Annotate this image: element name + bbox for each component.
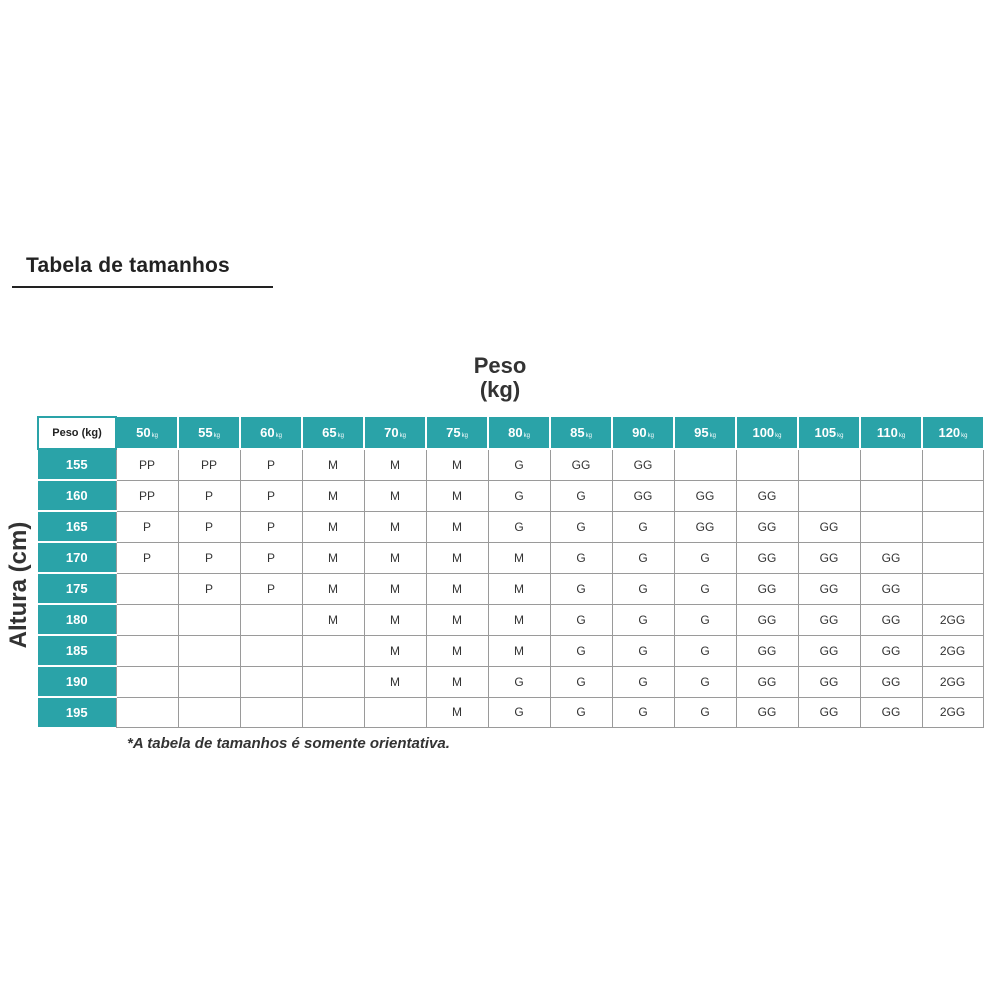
size-cell <box>860 511 922 542</box>
height-header-155: 155 <box>38 449 116 480</box>
size-cell <box>178 666 240 697</box>
size-cell <box>798 480 860 511</box>
size-cell: M <box>302 573 364 604</box>
weight-axis-heading-line1: Peso <box>473 353 527 378</box>
weight-value: 120 <box>938 425 961 440</box>
size-table <box>37 416 984 728</box>
size-cell <box>922 542 983 573</box>
table-row <box>38 542 983 573</box>
size-cell <box>922 449 983 480</box>
size-cell: M <box>426 635 488 666</box>
weight-unit: kg <box>898 433 906 439</box>
size-cell: M <box>426 604 488 635</box>
height-axis-label: Altura (cm) <box>5 521 32 649</box>
size-cell: G <box>612 697 674 727</box>
size-cell <box>860 449 922 480</box>
weight-header-90 <box>612 417 674 449</box>
weight-axis-heading-line2: (kg) <box>479 377 521 402</box>
size-cell: M <box>426 449 488 480</box>
weight-header-row <box>38 417 983 449</box>
size-cell <box>116 635 178 666</box>
size-cell: GG <box>736 573 798 604</box>
size-cell: P <box>240 449 302 480</box>
weight-header-100 <box>736 417 798 449</box>
weight-unit: kg <box>275 433 282 439</box>
size-cell: P <box>240 542 302 573</box>
size-cell: G <box>674 542 736 573</box>
weight-value: 65 <box>322 425 337 440</box>
table-row <box>38 635 983 666</box>
size-cell: PP <box>116 480 178 511</box>
size-cell: G <box>550 635 612 666</box>
height-header-170: 170 <box>38 542 116 573</box>
weight-value: 50 <box>136 425 151 440</box>
height-header-185: 185 <box>38 635 116 666</box>
size-cell: GG <box>798 573 860 604</box>
size-cell: G <box>488 697 550 727</box>
size-cell: GG <box>736 604 798 635</box>
size-cell: M <box>302 604 364 635</box>
size-cell: G <box>674 635 736 666</box>
size-cell: M <box>364 511 426 542</box>
size-cell: M <box>302 449 364 480</box>
size-cell: GG <box>860 666 922 697</box>
weight-header-55 <box>178 417 240 449</box>
size-cell: GG <box>736 635 798 666</box>
weight-header-85 <box>550 417 612 449</box>
weight-unit: kg <box>337 433 344 439</box>
size-cell: P <box>240 511 302 542</box>
size-cell: GG <box>736 542 798 573</box>
weight-header-105 <box>798 417 860 449</box>
size-cell: M <box>488 604 550 635</box>
size-cell: M <box>488 573 550 604</box>
size-cell: 2GG <box>922 666 983 697</box>
weight-value: 105 <box>814 425 837 440</box>
size-cell <box>178 635 240 666</box>
weight-header-65 <box>302 417 364 449</box>
size-cell: M <box>302 480 364 511</box>
size-cell: G <box>612 666 674 697</box>
size-cell: GG <box>674 480 736 511</box>
size-cell: G <box>550 604 612 635</box>
height-header-160: 160 <box>38 480 116 511</box>
table-row <box>38 449 983 480</box>
size-cell: M <box>426 511 488 542</box>
size-cell: GG <box>798 511 860 542</box>
size-cell: GG <box>736 666 798 697</box>
height-header-175: 175 <box>38 573 116 604</box>
size-cell: G <box>488 666 550 697</box>
size-cell: G <box>674 573 736 604</box>
size-cell: GG <box>736 480 798 511</box>
size-cell: M <box>364 604 426 635</box>
size-cell <box>798 449 860 480</box>
height-header-190: 190 <box>38 666 116 697</box>
weight-unit: kg <box>585 433 592 439</box>
size-cell: GG <box>860 697 922 727</box>
weight-axis-heading <box>440 354 560 402</box>
size-cell: 2GG <box>922 697 983 727</box>
page-title: Tabela de tamanhos <box>26 254 230 277</box>
table-row <box>38 573 983 604</box>
title-underline <box>12 286 273 288</box>
weight-header-60 <box>240 417 302 449</box>
size-cell: M <box>488 635 550 666</box>
size-cell: 2GG <box>922 604 983 635</box>
size-cell <box>922 511 983 542</box>
size-cell: GG <box>798 604 860 635</box>
weight-header-70 <box>364 417 426 449</box>
size-cell <box>240 635 302 666</box>
size-cell: G <box>550 697 612 727</box>
size-cell <box>736 449 798 480</box>
footnote: *A tabela de tamanhos é somente orientativa. <box>127 735 450 752</box>
size-cell: M <box>488 542 550 573</box>
size-cell: G <box>674 666 736 697</box>
size-cell: GG <box>612 480 674 511</box>
size-cell <box>302 635 364 666</box>
size-cell: G <box>612 542 674 573</box>
weight-unit: kg <box>461 433 468 439</box>
size-cell: GG <box>736 511 798 542</box>
size-cell: GG <box>798 697 860 727</box>
size-cell: P <box>178 480 240 511</box>
size-cell <box>116 666 178 697</box>
weight-unit: kg <box>151 433 158 439</box>
size-cell: P <box>178 511 240 542</box>
size-cell <box>922 480 983 511</box>
size-cell: M <box>364 480 426 511</box>
size-cell: G <box>612 573 674 604</box>
size-table-body <box>38 449 983 727</box>
size-cell <box>240 666 302 697</box>
table-row <box>38 511 983 542</box>
size-cell <box>240 604 302 635</box>
size-cell: M <box>426 666 488 697</box>
size-cell: GG <box>798 635 860 666</box>
size-cell: G <box>612 635 674 666</box>
weight-unit: kg <box>775 433 782 439</box>
weight-value: 90 <box>632 425 647 440</box>
size-cell <box>302 666 364 697</box>
size-cell: GG <box>612 449 674 480</box>
size-cell: G <box>488 511 550 542</box>
weight-value: 75 <box>446 425 461 440</box>
size-cell: GG <box>674 511 736 542</box>
size-cell: M <box>426 480 488 511</box>
size-cell: 2GG <box>922 635 983 666</box>
size-cell: M <box>426 573 488 604</box>
size-cell: G <box>612 511 674 542</box>
size-cell: M <box>364 542 426 573</box>
size-cell: GG <box>550 449 612 480</box>
height-header-165: 165 <box>38 511 116 542</box>
size-cell: G <box>488 449 550 480</box>
weight-unit: kg <box>399 433 406 439</box>
size-cell: G <box>674 604 736 635</box>
size-cell: GG <box>798 666 860 697</box>
table-row <box>38 666 983 697</box>
size-cell <box>674 449 736 480</box>
size-cell: M <box>302 511 364 542</box>
size-cell: G <box>550 480 612 511</box>
size-cell: PP <box>178 449 240 480</box>
corner-header: Peso (kg) <box>38 417 116 449</box>
size-cell: G <box>550 573 612 604</box>
size-cell: GG <box>798 542 860 573</box>
size-cell <box>922 573 983 604</box>
weight-header-80 <box>488 417 550 449</box>
size-cell <box>116 604 178 635</box>
size-cell: P <box>116 511 178 542</box>
size-cell <box>116 697 178 727</box>
weight-value: 80 <box>508 425 523 440</box>
size-cell: G <box>550 511 612 542</box>
weight-header-120 <box>922 417 983 449</box>
size-cell <box>302 697 364 727</box>
size-cell: M <box>302 542 364 573</box>
height-header-195: 195 <box>38 697 116 727</box>
weight-header-110 <box>860 417 922 449</box>
weight-header-95 <box>674 417 736 449</box>
size-cell: P <box>178 573 240 604</box>
weight-value: 55 <box>198 425 213 440</box>
weight-value: 70 <box>384 425 399 440</box>
size-cell <box>178 604 240 635</box>
size-cell: M <box>364 635 426 666</box>
weight-unit: kg <box>961 433 968 439</box>
size-cell: P <box>240 573 302 604</box>
weight-header-75 <box>426 417 488 449</box>
size-cell: PP <box>116 449 178 480</box>
weight-value: 60 <box>260 425 275 440</box>
size-cell <box>364 697 426 727</box>
weight-value: 95 <box>694 425 709 440</box>
weight-unit: kg <box>837 433 844 439</box>
size-cell: GG <box>736 697 798 727</box>
size-cell: G <box>550 542 612 573</box>
weight-unit: kg <box>213 433 220 439</box>
size-cell: G <box>674 697 736 727</box>
size-cell: M <box>364 449 426 480</box>
size-cell: M <box>426 542 488 573</box>
weight-unit: kg <box>709 433 716 439</box>
size-cell <box>860 480 922 511</box>
weight-unit: kg <box>523 433 530 439</box>
size-cell: GG <box>860 542 922 573</box>
size-cell: GG <box>860 573 922 604</box>
size-cell: P <box>178 542 240 573</box>
weight-value: 85 <box>570 425 585 440</box>
size-cell: P <box>116 542 178 573</box>
size-cell <box>178 697 240 727</box>
size-cell: GG <box>860 604 922 635</box>
table-row <box>38 604 983 635</box>
weight-header-50 <box>116 417 178 449</box>
weight-value: 100 <box>752 425 775 440</box>
weight-value: 110 <box>876 425 898 440</box>
table-row <box>38 697 983 727</box>
size-cell: M <box>426 697 488 727</box>
size-cell: G <box>612 604 674 635</box>
height-header-180: 180 <box>38 604 116 635</box>
size-cell: GG <box>860 635 922 666</box>
weight-unit: kg <box>647 433 654 439</box>
size-cell: M <box>364 573 426 604</box>
size-cell <box>240 697 302 727</box>
size-cell: M <box>364 666 426 697</box>
size-cell: G <box>488 480 550 511</box>
size-cell <box>116 573 178 604</box>
size-cell: P <box>240 480 302 511</box>
table-row <box>38 480 983 511</box>
size-cell: G <box>550 666 612 697</box>
